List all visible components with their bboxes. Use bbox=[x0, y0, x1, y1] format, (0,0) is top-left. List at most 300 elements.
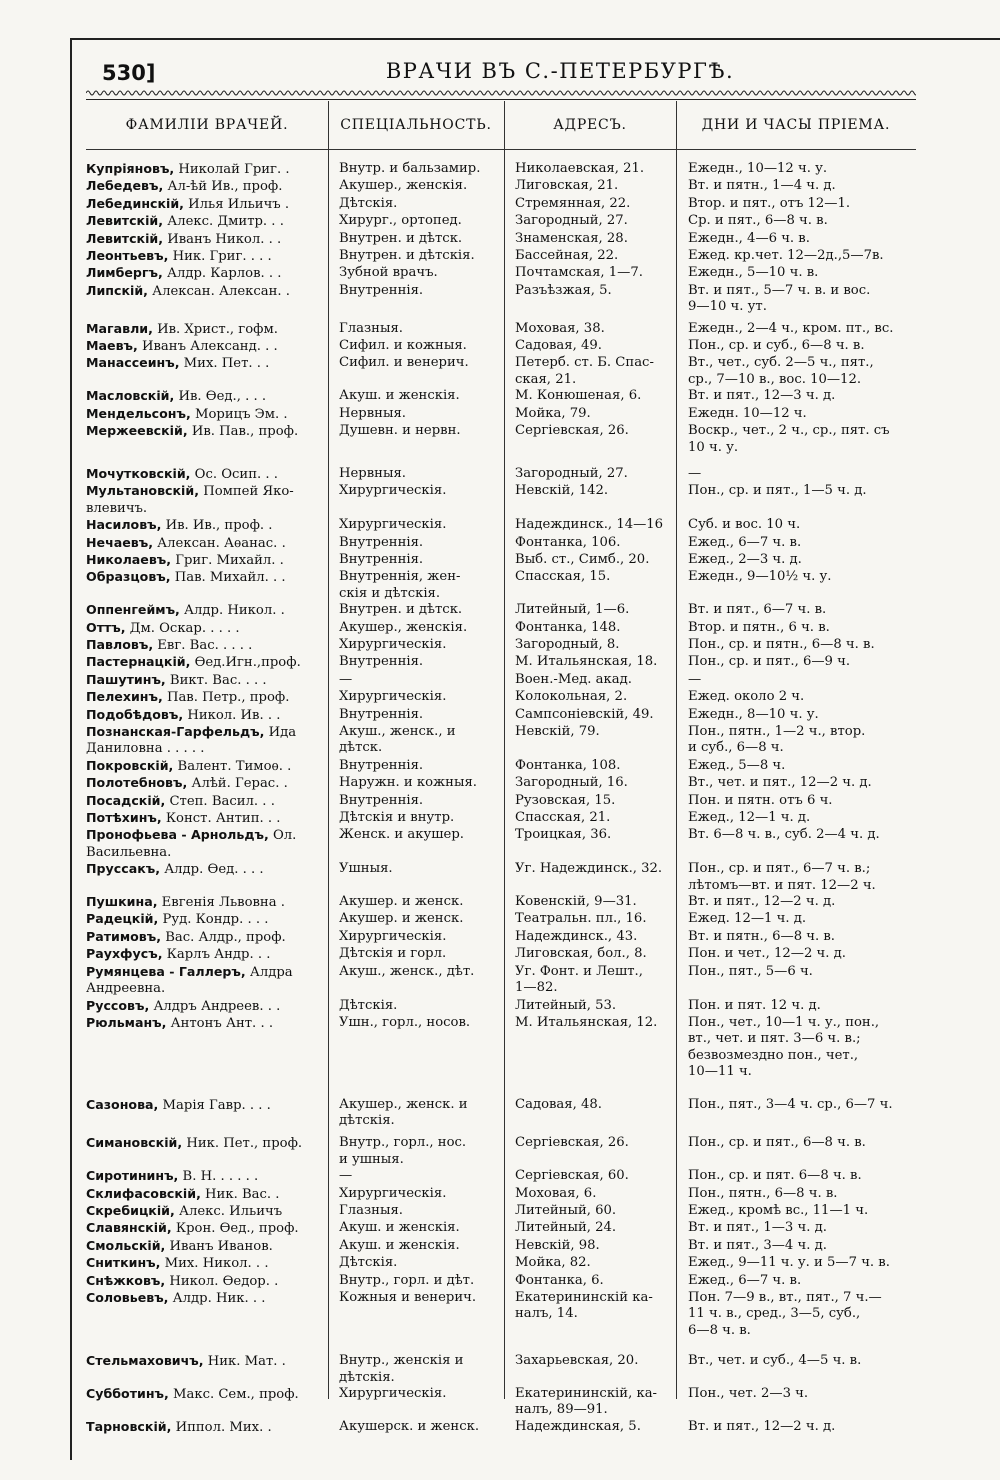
doctor-surname: Раухфусъ, bbox=[86, 946, 163, 962]
hours-cell: Втор. и пят., отъ 12—1. bbox=[688, 195, 851, 211]
doctor-name-cell bbox=[86, 466, 328, 483]
doctor-given-name: Илья Ильичъ . bbox=[183, 196, 290, 212]
table-row bbox=[86, 178, 916, 195]
specialty-cell: Кожныя и венерич. bbox=[339, 1290, 477, 1305]
specialty-cell: Хирургическія. bbox=[339, 636, 447, 652]
address-cell: Спасская, 21. bbox=[515, 810, 611, 826]
address-cell: М. Итальянская, 18. bbox=[515, 654, 658, 670]
hours-cell: Пон., ср. и суб., 6—8 ч. в. bbox=[688, 338, 865, 354]
doctor-name-cell bbox=[86, 1097, 328, 1130]
hours-cell: Пон. и пят. 12 ч. д. bbox=[688, 997, 821, 1013]
address-cell: Рузовская, 15. bbox=[515, 792, 616, 808]
hours-cell: Ежед. кр.чет. 12—2д.,5—7в. bbox=[688, 248, 884, 264]
specialty-cell: Внутрен. и дѣтскія. bbox=[339, 248, 475, 264]
address-cell: Выб. ст., Симб., 20. bbox=[515, 551, 650, 567]
doctor-surname: Пруссакъ, bbox=[86, 861, 160, 877]
doctor-surname: Рюльманъ, bbox=[86, 1014, 167, 1030]
address-cell: Сергіевская, 60. bbox=[515, 1168, 629, 1184]
doctor-name-cell bbox=[86, 602, 328, 619]
table-row bbox=[86, 1015, 916, 1081]
doctor-name-cell bbox=[86, 1353, 328, 1386]
table-row bbox=[86, 552, 916, 569]
specialty-cell: Внутрен. и дѣтск. bbox=[339, 230, 463, 246]
table-header bbox=[86, 101, 916, 150]
doctor-given-name: Никол. Ѳедор. . bbox=[165, 1273, 279, 1289]
doctor-given-name: Алѣй. Герас. . bbox=[187, 776, 288, 792]
doctor-given-name: Мих. Никол. . . bbox=[160, 1256, 269, 1272]
table-row bbox=[86, 248, 916, 265]
address-cell: Разъѣзжая, 5. bbox=[515, 282, 612, 298]
address-cell: Надеждинск., 43. bbox=[515, 928, 638, 944]
table-row bbox=[86, 1186, 916, 1203]
doctor-given-name: Алексан. Алексан. . bbox=[147, 283, 290, 299]
doctor-surname: Пашутинъ, bbox=[86, 671, 166, 687]
specialty-cell: Сифил. и кожныя. bbox=[339, 338, 467, 354]
doctor-name-cell bbox=[86, 231, 328, 248]
doctor-given-name: Антонъ Ант. . . bbox=[166, 1015, 274, 1031]
specialty-cell: Дѣтскія и горл. bbox=[339, 946, 447, 962]
doctor-name-cell bbox=[86, 964, 328, 998]
doctor-surname: Покровскій, bbox=[86, 757, 174, 773]
doctor-surname: Павловъ, bbox=[86, 636, 154, 652]
address-cell: Захарьевская, 20. bbox=[515, 1353, 639, 1369]
hours-cell: Пон., пятн., 1—2 ч., втор. и суб., 6—8 ч. bbox=[688, 724, 866, 756]
address-cell: Литейный, 53. bbox=[515, 997, 617, 1013]
doctor-name-cell bbox=[86, 265, 328, 282]
specialty-cell: Хирургическія. bbox=[339, 928, 447, 944]
table-row bbox=[86, 724, 916, 758]
table-row bbox=[86, 355, 916, 388]
doctor-given-name: Иванъ Иванов. bbox=[165, 1238, 273, 1254]
hours-cell: Ежед. около 2 ч. bbox=[688, 689, 805, 705]
doctor-surname: Образцовъ, bbox=[86, 569, 171, 585]
doctor-name-cell bbox=[86, 946, 328, 963]
doctor-surname: Сниткинъ, bbox=[86, 1255, 161, 1271]
doctor-name-cell bbox=[86, 517, 328, 534]
table-row bbox=[86, 388, 916, 405]
doctor-given-name: Мих. Пет. . . bbox=[179, 356, 270, 372]
hours-cell: Ежедн., 4—6 ч. в. bbox=[688, 230, 810, 246]
address-cell: Сергіевская, 26. bbox=[515, 1135, 629, 1151]
hours-cell: Пон., пят., 3—4 ч. ср., 6—7 ч. bbox=[688, 1096, 893, 1112]
table-row bbox=[86, 1290, 916, 1339]
doctor-given-name: Степ. Васил. . . bbox=[165, 793, 275, 809]
doctor-name-cell bbox=[86, 672, 328, 689]
address-cell: Лиговская, 21. bbox=[515, 178, 619, 194]
doctor-given-name: Алекс. Дмитр. . . bbox=[163, 214, 284, 230]
doctor-name-cell bbox=[86, 1135, 328, 1168]
hours-cell: Ежед., 5—8 ч. bbox=[688, 757, 786, 773]
doctor-name-cell bbox=[86, 1255, 328, 1272]
doctor-name-cell bbox=[86, 1186, 328, 1203]
specialty-cell: Хирургическія. bbox=[339, 517, 447, 533]
hours-cell: Пон. и чет., 12—2 ч. д. bbox=[688, 946, 846, 962]
specialty-cell: Внутреннія. bbox=[339, 654, 424, 670]
table-row bbox=[86, 1255, 916, 1272]
specialty-cell: Глазныя. bbox=[339, 320, 403, 336]
specialty-cell: Душевн. и нервн. bbox=[339, 423, 461, 439]
doctor-name-cell bbox=[86, 861, 328, 894]
doctor-surname: Пушкина, bbox=[86, 894, 158, 910]
table-row bbox=[86, 283, 916, 316]
table-row bbox=[86, 466, 916, 483]
address-cell: Садовая, 48. bbox=[515, 1096, 602, 1112]
doctor-name-cell bbox=[86, 810, 328, 827]
doctor-given-name: Макс. Сем., проф. bbox=[168, 1387, 299, 1403]
address-cell: Литейный, 24. bbox=[515, 1220, 617, 1236]
doctor-surname: Румянцева - Галлеръ, bbox=[86, 963, 246, 979]
specialty-cell: Хирургическія. bbox=[339, 483, 447, 499]
table-row bbox=[86, 929, 916, 946]
table-row bbox=[86, 620, 916, 637]
doctor-surname: Нечаевъ, bbox=[86, 534, 153, 550]
specialty-cell: Глазныя. bbox=[339, 1202, 403, 1218]
doctor-surname: Стельмаховичъ, bbox=[86, 1353, 204, 1369]
doctor-name-cell bbox=[86, 758, 328, 775]
address-cell: Ковенскій, 9—31. bbox=[515, 894, 637, 910]
hours-cell: Ежед., 6—7 ч. в. bbox=[688, 1272, 802, 1288]
doctor-given-name: Дм. Оскар. . . . . bbox=[125, 620, 240, 636]
address-cell: Литейный, 1—6. bbox=[515, 602, 630, 618]
hours-cell: Пон. 7—9 в., вт., пят., 7 ч.— 11 ч. в., сред., 3—5, суб., 6—8 ч. в. bbox=[688, 1290, 882, 1338]
table-row bbox=[86, 793, 916, 810]
doctor-surname: Купріяновъ, bbox=[86, 161, 175, 176]
address-cell: М. Конюшеная, 6. bbox=[515, 388, 642, 404]
doctor-surname: Сазонова, bbox=[86, 1096, 159, 1112]
doctor-given-name: Ник. Григ. . . . bbox=[168, 249, 272, 265]
specialty-cell: Акуш. и женскія. bbox=[339, 388, 460, 404]
specialty-cell: Женск. и акушер. bbox=[339, 827, 464, 843]
table-row bbox=[86, 810, 916, 827]
specialty-cell: Зубной врачъ. bbox=[339, 265, 438, 281]
table-row bbox=[86, 1386, 916, 1419]
hours-cell: Ежедн., 9—10½ ч. у. bbox=[688, 569, 832, 585]
address-cell: Мойка, 79. bbox=[515, 405, 591, 421]
doctor-name-cell bbox=[86, 483, 328, 517]
address-cell: Загородный, 8. bbox=[515, 636, 620, 652]
hours-cell: Вт. 6—8 ч. в., суб. 2—4 ч. д. bbox=[688, 827, 880, 843]
table-row bbox=[86, 161, 916, 178]
doctor-given-name: Иппол. Мих. . bbox=[171, 1419, 272, 1435]
specialty-cell: Сифил. и венерич. bbox=[339, 355, 469, 371]
doctor-given-name: Валент. Тимоѳ. . bbox=[173, 758, 292, 774]
doctor-given-name: Алдръ Андреев. . . bbox=[149, 998, 281, 1014]
table-row bbox=[86, 423, 916, 456]
table-row bbox=[86, 1168, 916, 1185]
specialty-cell: Акуш. и женскія. bbox=[339, 1220, 460, 1236]
hours-cell: Пон., пят., 5—6 ч. bbox=[688, 963, 813, 979]
address-cell: Садовая, 49. bbox=[515, 338, 602, 354]
specialty-cell: Хирургическія. bbox=[339, 1185, 447, 1201]
doctor-surname: Левитскій, bbox=[86, 213, 164, 229]
hours-cell: Вт., чет., суб. 2—5 ч., пят., ср., 7—10 в., вос. 10—12. bbox=[688, 355, 874, 387]
doctor-name-cell bbox=[86, 321, 328, 338]
doctor-given-name: В. Н. . . . . . bbox=[178, 1169, 259, 1185]
doctor-given-name: Николай Григ. . bbox=[174, 162, 290, 177]
address-cell: Екатерининскій, ка- налъ, 89—91. bbox=[515, 1386, 658, 1418]
specialty-cell: Внутреннія. bbox=[339, 551, 424, 567]
address-cell: Загородный, 27. bbox=[515, 465, 628, 481]
doctor-given-name: Руд. Кондр. . . . bbox=[158, 912, 269, 928]
specialty-cell: Акушер., женскія. bbox=[339, 619, 468, 635]
hours-cell: Вт., чет. и суб., 4—5 ч. в. bbox=[688, 1353, 862, 1369]
address-cell: Невскій, 142. bbox=[515, 483, 609, 499]
column-header-address: АДРЕСЪ. bbox=[553, 117, 627, 133]
specialty-cell: Дѣтскія. bbox=[339, 1255, 398, 1271]
specialty-cell: Внутр. и бальзамир. bbox=[339, 161, 481, 176]
doctor-surname: Посадскій, bbox=[86, 792, 166, 808]
specialty-cell: — bbox=[339, 1168, 353, 1184]
doctor-name-cell bbox=[86, 911, 328, 928]
doctor-given-name: Конст. Антип. . . bbox=[161, 811, 281, 827]
doctor-name-cell bbox=[86, 724, 328, 758]
doctor-given-name: Крон. Ѳед., проф. bbox=[171, 1221, 299, 1237]
address-cell: Надеждинская, 5. bbox=[515, 1418, 641, 1434]
doctor-surname: Потѣхинъ, bbox=[86, 810, 162, 826]
doctor-name-cell bbox=[86, 552, 328, 569]
specialty-cell: Акушерск. и женск. bbox=[339, 1418, 480, 1434]
doctor-surname: Соловьевъ, bbox=[86, 1290, 169, 1305]
doctor-surname: Левитскій, bbox=[86, 230, 164, 246]
table-row bbox=[86, 1203, 916, 1220]
table-row bbox=[86, 946, 916, 963]
table-row bbox=[86, 1273, 916, 1290]
address-cell: Фонтанка, 106. bbox=[515, 534, 621, 550]
address-cell: Сергіевская, 26. bbox=[515, 423, 629, 439]
doctor-name-cell bbox=[86, 620, 328, 637]
doctor-name-cell bbox=[86, 1168, 328, 1185]
address-cell: Фонтанка, 108. bbox=[515, 757, 621, 773]
doctor-given-name: Алдр. Никол. . bbox=[179, 603, 285, 619]
doctor-surname: Лимбергъ, bbox=[86, 265, 163, 281]
table-row bbox=[86, 517, 916, 534]
doctor-surname: Масловскій, bbox=[86, 388, 175, 404]
specialty-cell: Хирургическія. bbox=[339, 1386, 447, 1402]
hours-cell: Вт. и пят., 3—4 ч. д. bbox=[688, 1237, 827, 1253]
doctor-given-name: Ал-ѣй Ив., проф. bbox=[163, 179, 283, 195]
table-row bbox=[86, 861, 916, 894]
hours-cell: Пон., ср. и пят., 1—5 ч. д. bbox=[688, 483, 867, 499]
doctor-name-cell bbox=[86, 1419, 328, 1436]
table-row bbox=[86, 775, 916, 792]
doctor-surname: Мержеевскій, bbox=[86, 423, 188, 439]
table-row bbox=[86, 338, 916, 355]
table-row bbox=[86, 758, 916, 775]
hours-cell: Пон., ср. и пят., 6—9 ч. bbox=[688, 654, 851, 670]
doctor-name-cell bbox=[86, 569, 328, 602]
doctor-name-cell bbox=[86, 178, 328, 195]
doctor-name-cell bbox=[86, 213, 328, 230]
hours-cell: Втор. и пятн., 6 ч. в. bbox=[688, 619, 830, 635]
doctor-given-name: Никол. Ив. . . bbox=[183, 707, 281, 723]
specialty-cell: Акуш. и женскія. bbox=[339, 1237, 460, 1253]
doctor-surname: Манассеинъ, bbox=[86, 355, 180, 371]
address-cell: Мойка, 82. bbox=[515, 1255, 591, 1271]
doctor-given-name: Ѳед.Игн.,проф. bbox=[190, 655, 301, 671]
table-row bbox=[86, 1238, 916, 1255]
doctor-name-cell bbox=[86, 689, 328, 706]
hours-cell: Пон., ср. и пят., 6—7 ч. в.; лѣтомъ—вт. и пят. 12—2 ч. bbox=[688, 861, 876, 893]
doctor-given-name: Ида Даниловна . . . . . bbox=[86, 725, 297, 757]
hours-cell: Пон., ср. и пят. 6—8 ч. в. bbox=[688, 1168, 862, 1184]
hours-cell: Ежедн., 10—12 ч. у. bbox=[688, 161, 828, 176]
hours-cell: — bbox=[688, 465, 702, 481]
address-cell: Лиговская, бол., 8. bbox=[515, 946, 647, 962]
specialty-cell: Дѣтскія и внутр. bbox=[339, 810, 455, 826]
doctor-surname: Симановскій, bbox=[86, 1135, 183, 1151]
doctor-name-cell bbox=[86, 998, 328, 1015]
doctor-given-name: Вас. Алдр., проф. bbox=[161, 929, 286, 945]
doctor-name-cell bbox=[86, 535, 328, 552]
doctor-surname: Тарновскій, bbox=[86, 1418, 172, 1434]
hours-cell: Пон., пятн., 6—8 ч. в. bbox=[688, 1185, 838, 1201]
doctor-surname: Пастернацкій, bbox=[86, 654, 191, 670]
hours-cell: Воскр., чет., 2 ч., ср., пят. съ 10 ч. у. bbox=[688, 423, 890, 455]
hours-cell: Ежед., 12—1 ч. д. bbox=[688, 810, 811, 826]
specialty-cell: Хирургическія. bbox=[339, 689, 447, 705]
doctor-surname: Руссовъ, bbox=[86, 997, 150, 1013]
doctor-name-cell bbox=[86, 283, 328, 316]
specialty-cell: Дѣтскія. bbox=[339, 997, 398, 1013]
table-row bbox=[86, 602, 916, 619]
doctor-given-name: Евгенія Львовна . bbox=[157, 895, 285, 911]
table-row bbox=[86, 265, 916, 282]
table-row bbox=[86, 535, 916, 552]
hours-cell: Вт. и пятн., 1—4 ч. д. bbox=[688, 178, 836, 194]
doctor-given-name: Алекс. Ильичъ bbox=[174, 1203, 283, 1219]
hours-cell: Вт. и пят., 5—7 ч. в. и вос. 9—10 ч. ут. bbox=[688, 282, 871, 315]
hours-cell: Вт. и пят., 6—7 ч. в. bbox=[688, 602, 827, 618]
specialty-cell: Наружн. и кожныя. bbox=[339, 775, 477, 791]
hours-cell: Вт. и пят., 1—3 ч. д. bbox=[688, 1220, 827, 1236]
address-cell: Театральн. пл., 16. bbox=[515, 911, 647, 927]
hours-cell: Вт. и пят., 12—2 ч. д. bbox=[688, 894, 836, 910]
table-row bbox=[86, 689, 916, 706]
specialty-cell: Дѣтскія. bbox=[339, 195, 398, 211]
doctor-name-cell bbox=[86, 161, 328, 178]
specialty-cell: Ушныя. bbox=[339, 861, 393, 877]
doctors-table bbox=[86, 101, 916, 1435]
hours-cell: — bbox=[688, 671, 702, 687]
doctor-surname: Пелехинъ, bbox=[86, 689, 163, 705]
specialty-cell: Акушер., женск. и дѣтскія. bbox=[339, 1096, 468, 1128]
specialty-cell: Внутреннія. bbox=[339, 792, 424, 808]
address-cell: Невскій, 98. bbox=[515, 1237, 600, 1253]
hours-cell: Ср. и пят., 6—8 ч. в. bbox=[688, 213, 828, 229]
address-cell: Надеждинск., 14—16 bbox=[515, 517, 664, 533]
specialty-cell: Акуш., женск., и дѣтск. bbox=[339, 724, 456, 756]
address-cell: Колокольная, 2. bbox=[515, 689, 628, 705]
doctor-given-name: Иванъ Никол. . . bbox=[163, 231, 282, 247]
address-cell: Загородный, 16. bbox=[515, 775, 628, 791]
table-row bbox=[86, 1220, 916, 1237]
specialty-cell: Внутр., женскія и дѣтскія. bbox=[339, 1353, 464, 1385]
doctor-given-name: Алдр. Ник. . . bbox=[168, 1291, 266, 1306]
address-cell: Бассейная, 22. bbox=[515, 248, 619, 264]
table-row bbox=[86, 911, 916, 928]
doctor-name-cell bbox=[86, 406, 328, 423]
doctor-name-cell bbox=[86, 1015, 328, 1081]
doctor-name-cell bbox=[86, 355, 328, 388]
doctor-given-name: Марія Гавр. . . . bbox=[158, 1097, 271, 1113]
specialty-cell: Внутр., горл., нос. и ушныя. bbox=[339, 1135, 467, 1167]
specialty-cell: Внутреннія, жен- скія и дѣтскія. bbox=[339, 569, 461, 601]
hours-cell: Пон., ср. и пятн., 6—8 ч. в. bbox=[688, 636, 875, 652]
address-cell: Воен.-Мед. акад. bbox=[515, 671, 632, 687]
table-row bbox=[86, 213, 916, 230]
doctor-name-cell bbox=[86, 1273, 328, 1290]
doctor-surname: Сиротининъ, bbox=[86, 1168, 179, 1184]
doctor-given-name: Иванъ Александ. . . bbox=[137, 339, 278, 355]
address-cell: Почтамская, 1—7. bbox=[515, 265, 643, 281]
doctor-name-cell bbox=[86, 1290, 328, 1339]
address-cell: Екатерининскій ка- налъ, 14. bbox=[515, 1290, 653, 1322]
doctor-given-name: Пав. Михайл. . . bbox=[170, 570, 286, 586]
doctor-name-cell bbox=[86, 707, 328, 724]
doctor-name-cell bbox=[86, 775, 328, 792]
address-cell: Невскій, 79. bbox=[515, 724, 600, 739]
page-title: ВРАЧИ ВЪ С.-ПЕТЕРБУРГѢ. bbox=[385, 59, 735, 83]
table-row bbox=[86, 894, 916, 911]
hours-cell: Ежед., 9—11 ч. у. и 5—7 ч. в. bbox=[688, 1255, 890, 1271]
hours-cell: Ежедн., 2—4 ч., кром. пт., вс. bbox=[688, 320, 894, 336]
doctor-surname: Славянскій, bbox=[86, 1220, 172, 1236]
doctor-surname: Подобѣдовъ, bbox=[86, 706, 184, 722]
doctor-surname: Николаевъ, bbox=[86, 551, 172, 567]
doctor-name-cell bbox=[86, 423, 328, 456]
specialty-cell: Ушн., горл., носов. bbox=[339, 1014, 471, 1030]
doctor-surname: Склифасовскій, bbox=[86, 1185, 201, 1201]
specialty-cell: Внутреннія. bbox=[339, 757, 424, 773]
hours-cell: Пон. и пятн. отъ 6 ч. bbox=[688, 792, 833, 808]
address-cell: Знаменская, 28. bbox=[515, 230, 628, 246]
doctor-name-cell bbox=[86, 388, 328, 405]
doctor-surname: Магавли, bbox=[86, 320, 153, 336]
address-cell: Сампсоніевскій, 49. bbox=[515, 706, 654, 722]
address-cell: Николаевская, 21. bbox=[515, 161, 645, 176]
doctor-name-cell bbox=[86, 1238, 328, 1255]
table-row bbox=[86, 1353, 916, 1386]
doctor-surname: Липскій, bbox=[86, 282, 148, 298]
hours-cell: Ежед. 12—1 ч. д. bbox=[688, 911, 807, 927]
doctor-given-name: Алексан. Аѳанас. . bbox=[152, 535, 286, 551]
address-cell: Стремянная, 22. bbox=[515, 195, 631, 211]
address-cell: Моховая, 6. bbox=[515, 1185, 597, 1201]
doctor-given-name: Григ. Михайл. . bbox=[171, 552, 284, 568]
doctor-given-name: Алдр. Карлов. . . bbox=[162, 266, 282, 282]
doctor-given-name: Ив. Пав., проф. bbox=[187, 424, 299, 440]
doctor-given-name: Ив. Ив., проф. . bbox=[161, 518, 273, 534]
doctor-surname: Лебедевъ, bbox=[86, 178, 164, 194]
doctor-surname: Лебединскій, bbox=[86, 195, 184, 211]
hours-cell: Вт., чет. и пят., 12—2 ч. д. bbox=[688, 775, 872, 791]
doctor-given-name: Ол. Васильевна. bbox=[86, 828, 297, 860]
doctor-surname: Ратимовъ, bbox=[86, 928, 162, 944]
hours-cell: Вт. и пят., 12—3 ч. д. bbox=[688, 388, 836, 404]
doctor-given-name: Карлъ Андр. . . bbox=[162, 947, 271, 963]
doctor-name-cell bbox=[86, 827, 328, 861]
doctor-surname: Оттъ, bbox=[86, 619, 126, 635]
doctor-name-cell bbox=[86, 654, 328, 671]
table-row bbox=[86, 1135, 916, 1168]
page-number: 530] bbox=[102, 61, 156, 85]
doctor-given-name: Помпей Яко- влевичъ. bbox=[86, 484, 294, 516]
column-header-specialty: СПЕЦІАЛЬНОСТЬ. bbox=[340, 117, 492, 133]
doctor-name-cell bbox=[86, 793, 328, 810]
table-body bbox=[86, 161, 916, 1436]
table-row bbox=[86, 321, 916, 338]
table-row bbox=[86, 672, 916, 689]
